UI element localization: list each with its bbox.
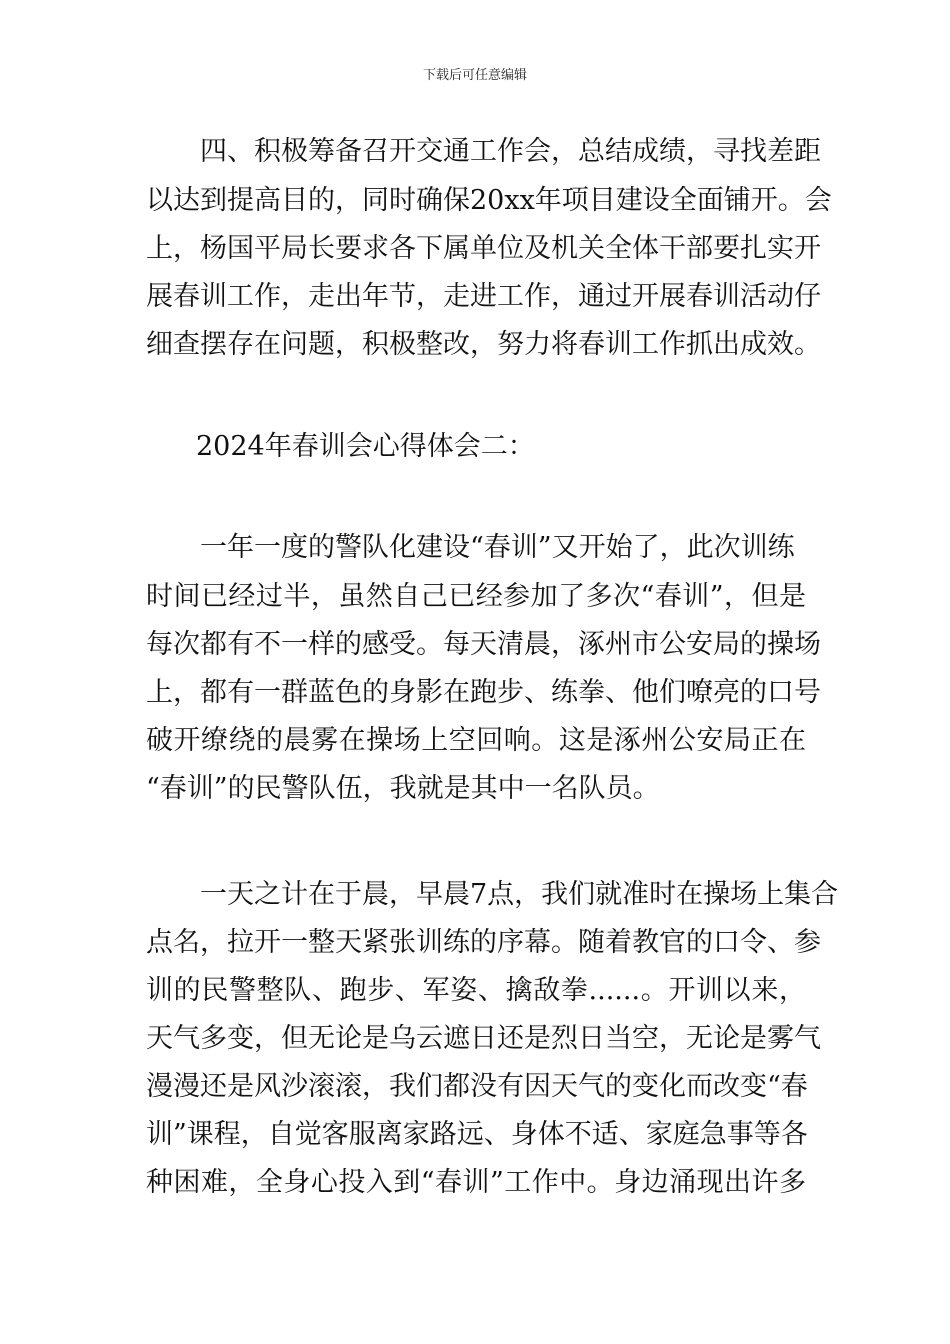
- paragraph-1-line-2: 以达到提高目的，同时确保20xx年项目建设全面铺开。会: [146, 185, 832, 216]
- paragraph-2-line-3: 每次都有不一样的感受。每天清晨，涿州市公安局的操场: [146, 629, 821, 660]
- paragraph-1-line-4: 展春训工作，走出年节，走进工作，通过开展春训活动仔: [146, 281, 821, 312]
- paragraph-2-line-2: 时间已经过半，虽然自己已经参加了多次“春训”，但是: [146, 581, 806, 612]
- paragraph-1-line-5: 细查摆存在问题，积极整改，努力将春训工作抓出成效。: [146, 329, 821, 360]
- paragraph-2-line-4: 上，都有一群蓝色的身影在跑步、练拳、他们嘹亮的口号: [146, 677, 821, 708]
- paragraph-2-line-6: “春训”的民警队伍，我就是其中一名队员。: [146, 773, 660, 804]
- paragraph-3-line-6: 训”课程，自觉客服离家路远、身体不适、家庭急事等各: [146, 1119, 808, 1150]
- paragraph-3-line-7: 种困难，全身心投入到“春训”工作中。身边涌现出许多: [146, 1167, 806, 1198]
- paragraph-2-line-1: 一年一度的警队化建设“春训”又开始了，此次训练: [200, 532, 795, 563]
- paragraph-3-line-3: 训的民警整队、跑步、军姿、擒敌拳......。开训以来，: [146, 975, 806, 1006]
- paragraph-3-line-5: 漫漫还是风沙滚滚，我们都没有因天气的变化而改变“春: [146, 1071, 808, 1102]
- paragraph-3-line-1: 一天之计在于晨，早晨7点，我们就准时在操场上集合: [200, 879, 839, 910]
- paragraph-2-line-5: 破开缭绕的晨雾在操场上空回响。这是涿州公安局正在: [146, 725, 806, 756]
- paragraph-3-line-2: 点名，拉开一整天紧张训练的序幕。随着教官的口令、参: [146, 927, 821, 958]
- paragraph-1-line-1: 四、积极筹备召开交通工作会，总结成绩，寻找差距: [200, 136, 821, 167]
- paragraph-3-line-4: 天气多变，但无论是乌云遮日还是烈日当空，无论是雾气: [146, 1023, 821, 1054]
- page-header-note: 下载后可任意编辑: [422, 68, 527, 83]
- section-heading: 2024年春训会心得体会二：: [196, 431, 535, 462]
- paragraph-1-line-3: 上，杨国平局长要求各下属单位及机关全体干部要扎实开: [146, 233, 821, 264]
